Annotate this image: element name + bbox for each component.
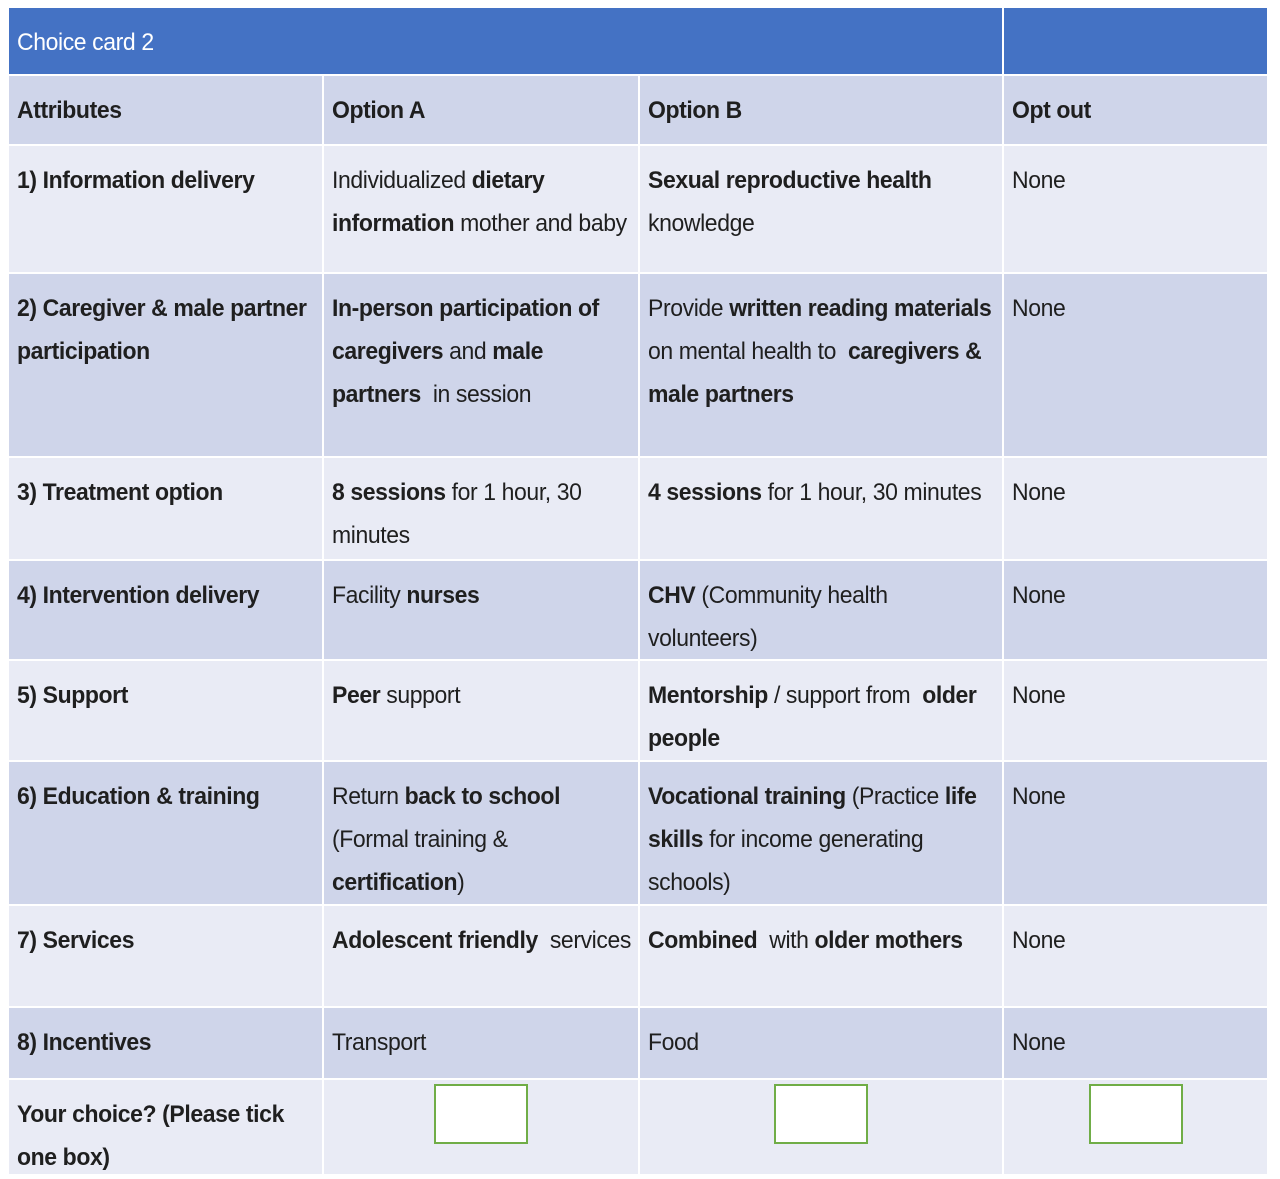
option-b-cell bbox=[639, 273, 1003, 457]
attribute-cell bbox=[8, 761, 323, 905]
table-row bbox=[8, 145, 1268, 273]
option-b-text-segment: (Practice bbox=[845, 781, 945, 810]
opt-out-cell bbox=[1003, 761, 1268, 905]
option-b-cell bbox=[639, 1007, 1003, 1079]
table-row bbox=[8, 1007, 1268, 1079]
option-b-text-segment: older people bbox=[648, 680, 983, 752]
table-row bbox=[8, 905, 1268, 1007]
header-opt-out: Opt out bbox=[1003, 75, 1268, 145]
table-row bbox=[8, 457, 1268, 560]
header-option-b: Option B bbox=[639, 75, 1003, 145]
attribute-label: 1) Information delivery bbox=[17, 165, 255, 194]
option-a-text-segment: Individualized bbox=[332, 165, 472, 194]
option-b-text-segment: for income generating schools) bbox=[648, 825, 930, 896]
table-row bbox=[8, 560, 1268, 660]
option-a-text-segment: Adolescent friendly bbox=[332, 925, 538, 954]
attribute-cell bbox=[8, 273, 323, 457]
option-a-cell bbox=[323, 457, 639, 560]
option-a-text-segment: back to school bbox=[404, 781, 561, 810]
option-a-text-segment: mother and baby bbox=[454, 209, 627, 237]
opt-out-value: None bbox=[1012, 477, 1066, 506]
option-a-tick-box[interactable] bbox=[434, 1084, 528, 1144]
option-b-text-segment: Combined bbox=[648, 925, 758, 954]
option-a-cell bbox=[323, 905, 639, 1007]
option-a-text-segment: for 1 hour, 30 minutes bbox=[332, 477, 588, 549]
opt-out-cell bbox=[1003, 660, 1268, 761]
option-b-cell bbox=[639, 145, 1003, 273]
opt-out-tick-box[interactable] bbox=[1089, 1084, 1183, 1144]
opt-out-value: None bbox=[1012, 165, 1066, 194]
option-a-cell bbox=[323, 273, 639, 457]
opt-out-cell bbox=[1003, 1007, 1268, 1079]
opt-out-value: None bbox=[1012, 580, 1066, 609]
option-a-text-segment: Return bbox=[332, 781, 405, 810]
option-a-text-segment: In-person participation of caregivers bbox=[332, 293, 605, 365]
attribute-cell bbox=[8, 905, 323, 1007]
table-row bbox=[8, 273, 1268, 457]
opt-out-cell bbox=[1003, 905, 1268, 1007]
opt-out-cell bbox=[1003, 560, 1268, 660]
option-b-text-segment: 4 sessions bbox=[648, 477, 762, 506]
header-row bbox=[8, 75, 1268, 145]
opt-out-cell bbox=[1003, 145, 1268, 273]
option-b-text-segment: Provide bbox=[648, 293, 730, 322]
attribute-label: 2) Caregiver & male partner participation bbox=[17, 293, 307, 365]
option-b-text-segment: CHV bbox=[648, 580, 696, 609]
option-b-cell bbox=[639, 761, 1003, 905]
card-title: Choice card 2 bbox=[17, 27, 154, 56]
attribute-cell bbox=[8, 660, 323, 761]
option-a-text-segment: male partners bbox=[332, 337, 550, 408]
option-a-text-segment: nurses bbox=[406, 580, 480, 609]
option-a-cell bbox=[323, 761, 639, 905]
option-a-cell bbox=[323, 1007, 639, 1079]
option-b-text-segment: knowledge bbox=[648, 165, 944, 237]
option-b-text-segment: for 1 hour, 30 minutes bbox=[761, 477, 982, 506]
option-a-text-segment: (Formal training & bbox=[332, 781, 573, 853]
option-b-tick-box[interactable] bbox=[774, 1084, 868, 1144]
title-row bbox=[8, 7, 1268, 75]
option-b-text-segment: Food bbox=[648, 1027, 699, 1056]
option-a-cell bbox=[323, 660, 639, 761]
attribute-cell bbox=[8, 145, 323, 273]
option-a-text-segment: certification bbox=[332, 868, 458, 896]
attribute-cell bbox=[8, 457, 323, 560]
option-b-cell bbox=[639, 660, 1003, 761]
option-b-text-segment: written reading materials bbox=[729, 293, 992, 322]
attribute-label: 8) Incentives bbox=[17, 1027, 152, 1056]
opt-out-value: None bbox=[1012, 781, 1066, 810]
option-a-text-segment: support bbox=[380, 680, 461, 709]
opt-out-value: None bbox=[1012, 293, 1066, 322]
option-b-cell bbox=[639, 560, 1003, 660]
option-b-text-segment: Sexual reproductive health bbox=[648, 165, 932, 194]
choice-cell-opt-out bbox=[1003, 1079, 1268, 1175]
option-b-cell bbox=[639, 457, 1003, 560]
header-option-a: Option A bbox=[323, 75, 639, 145]
header-attributes: Attributes bbox=[8, 75, 323, 145]
attribute-rows bbox=[8, 145, 1268, 1079]
table-row bbox=[8, 660, 1268, 761]
choice-cell-option-a bbox=[323, 1079, 639, 1175]
table-row bbox=[8, 761, 1268, 905]
opt-out-value: None bbox=[1012, 680, 1066, 709]
choice-label-cell bbox=[8, 1079, 323, 1175]
attribute-cell bbox=[8, 1007, 323, 1079]
option-a-text-segment: in session bbox=[420, 380, 532, 408]
title-cell bbox=[8, 7, 1003, 75]
option-b-text-segment: life skills bbox=[648, 781, 983, 853]
opt-out-value: None bbox=[1012, 1027, 1066, 1056]
choice-row bbox=[8, 1079, 1268, 1175]
option-a-cell bbox=[323, 145, 639, 273]
opt-out-cell bbox=[1003, 273, 1268, 457]
option-a-text-segment: Facility bbox=[332, 580, 407, 609]
option-b-text-segment: with bbox=[757, 925, 815, 954]
option-b-text-segment: older mothers bbox=[814, 925, 963, 954]
option-a-text-segment: 8 sessions bbox=[332, 477, 446, 506]
option-b-text-segment: caregivers & male partners bbox=[648, 337, 988, 408]
option-b-text-segment: on mental health to bbox=[648, 293, 1004, 365]
option-b-cell bbox=[639, 905, 1003, 1007]
attribute-label: 6) Education & training bbox=[17, 781, 260, 810]
option-a-text-segment: ) bbox=[457, 868, 465, 896]
opt-out-cell bbox=[1003, 457, 1268, 560]
option-a-text-segment: services bbox=[537, 925, 631, 954]
attribute-label: 5) Support bbox=[17, 680, 128, 709]
attribute-cell bbox=[8, 560, 323, 660]
option-b-text-segment: (Community health volunteers) bbox=[648, 580, 894, 652]
option-a-text-segment: Transport bbox=[332, 1027, 426, 1056]
attribute-label: 3) Treatment option bbox=[17, 477, 223, 506]
option-a-text-segment: dietary information bbox=[332, 165, 551, 237]
option-b-text-segment: Vocational training bbox=[648, 781, 846, 810]
option-b-text-segment: / support from bbox=[767, 680, 923, 709]
choice-card-table bbox=[7, 6, 1269, 1176]
attribute-label: 7) Services bbox=[17, 925, 135, 954]
opt-out-value: None bbox=[1012, 925, 1066, 954]
option-a-text-segment: and bbox=[443, 337, 493, 365]
attribute-label: 4) Intervention delivery bbox=[17, 580, 260, 609]
choice-cell-option-b bbox=[639, 1079, 1003, 1175]
choice-label: Your choice? (Please tick one box) bbox=[17, 1099, 284, 1171]
option-a-cell bbox=[323, 560, 639, 660]
option-a-text-segment: Peer bbox=[332, 680, 381, 709]
option-b-text-segment: Mentorship bbox=[648, 680, 768, 709]
title-cell-empty bbox=[1003, 7, 1268, 75]
